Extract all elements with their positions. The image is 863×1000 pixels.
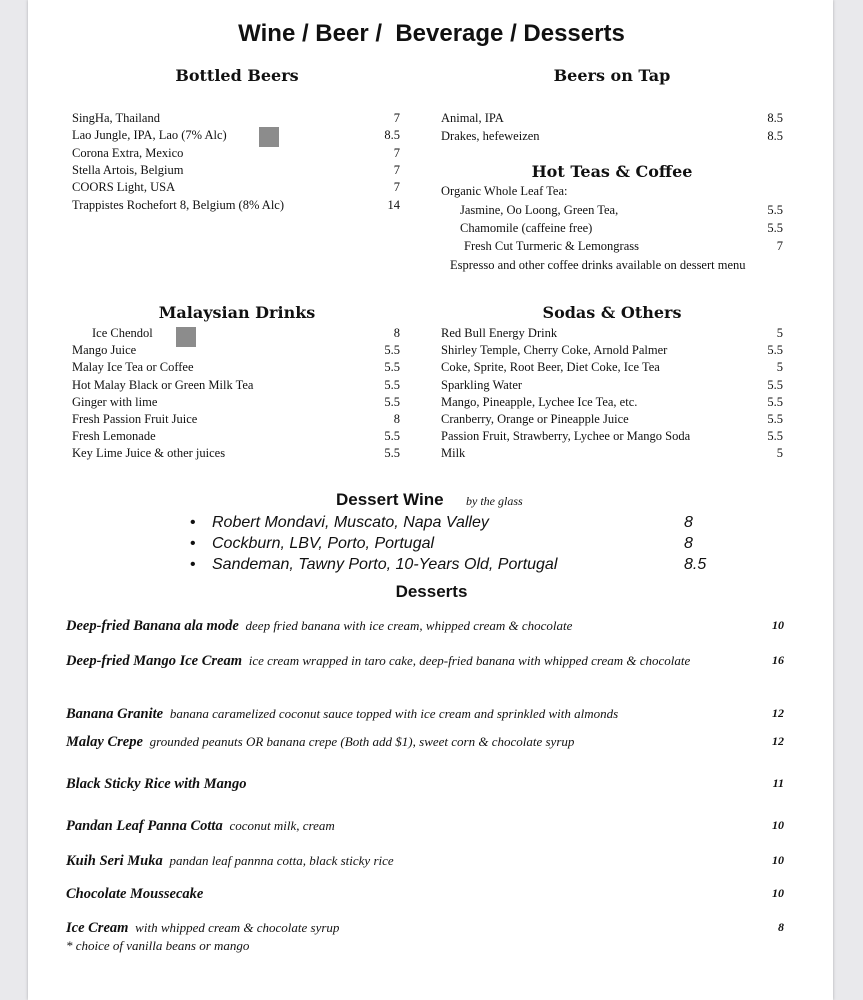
menu-item-row <box>441 394 783 411</box>
sodas-heading: Sodas & Others <box>542 303 682 322</box>
menu-item-row <box>72 325 400 342</box>
item-name: Animal, IPA <box>441 111 504 125</box>
tea-intro: Organic Whole Leaf Tea: <box>441 184 568 198</box>
item-price: 8.5 <box>767 129 783 143</box>
dessert-price: 10 <box>772 818 784 832</box>
menu-item-row <box>441 110 783 127</box>
dessert-price: 10 <box>772 853 784 867</box>
hot-teas-heading: Hot Teas & Coffee <box>531 162 693 181</box>
item-name: Fresh Passion Fruit Juice <box>72 412 198 426</box>
menu-item-row <box>72 127 400 144</box>
wine-price: 8 <box>684 535 693 552</box>
item-name: Fresh Lemonade <box>72 429 156 444</box>
menu-item-row <box>441 377 783 394</box>
item-price: 8 <box>393 326 400 340</box>
bullet: • <box>190 514 196 531</box>
menu-item-row <box>72 359 400 376</box>
dessert-description: deep fried banana with ice cream, whipped cream & chocolate <box>245 618 573 633</box>
item-price: 5.5 <box>767 394 783 409</box>
menu-item-row <box>72 197 400 214</box>
dessert-wine-subheading: by the glass <box>466 494 523 508</box>
item-price: 7 <box>776 239 783 253</box>
menu-item-row <box>72 411 400 428</box>
menu-item-row <box>441 202 783 219</box>
item-price: 7 <box>393 162 400 177</box>
bottled-beers-heading: Bottled Beers <box>175 66 299 85</box>
item-name: Cranberry, Orange or Pineapple Juice <box>441 412 629 426</box>
item-price: 5.5 <box>767 343 783 358</box>
item-price: 5 <box>776 360 783 375</box>
dessert-description: with whipped cream & chocolate syrup <box>135 920 340 935</box>
item-name: Red Bull Energy Drink <box>441 326 558 340</box>
item-price: 5.5 <box>767 377 783 392</box>
item-name: Ice Chendol <box>92 326 153 340</box>
menu-item-row <box>441 428 783 445</box>
item-price: 8.5 <box>384 128 400 143</box>
item-price: 5 <box>776 326 783 340</box>
menu-item-row <box>72 445 400 462</box>
bullet: • <box>190 556 196 573</box>
dessert-description: pandan leaf pannna cotta, black sticky rice <box>169 853 394 868</box>
beers-on-tap-heading: Beers on Tap <box>553 66 671 85</box>
dessert-name: Kuih Seri Muka <box>66 853 163 869</box>
item-price: 5.5 <box>384 446 400 461</box>
menu-item-row <box>441 128 783 145</box>
desserts-heading: Desserts <box>395 582 468 601</box>
dessert-name: Deep-fried Banana ala mode <box>66 618 239 634</box>
menu-item-row <box>72 394 400 411</box>
dessert-name: Chocolate Moussecake <box>66 886 204 902</box>
wine-name: Cockburn, LBV, Porto, Portugal <box>212 535 435 552</box>
item-price: 7 <box>393 145 400 160</box>
menu-item-row <box>441 325 783 342</box>
dessert-item <box>66 852 786 870</box>
item-name: Passion Fruit, Strawberry, Lychee or Mango Soda <box>441 429 691 444</box>
dessert-item <box>66 885 786 903</box>
item-name: Drakes, hefeweizen <box>441 129 540 143</box>
dessert-item <box>66 652 786 670</box>
item-name: Stella Artois, Belgium <box>72 162 184 177</box>
wine-item-row <box>190 512 720 533</box>
dessert-price: 11 <box>772 776 784 790</box>
menu-item-row <box>441 220 783 237</box>
item-name: Mango, Pineapple, Lychee Ice Tea, etc. <box>441 394 638 409</box>
menu-item-row <box>72 110 400 127</box>
item-price: 8 <box>393 412 400 426</box>
item-price: 5.5 <box>384 394 400 409</box>
dessert-description: coconut milk, cream <box>229 818 335 833</box>
item-price: 8.5 <box>767 111 783 125</box>
item-name: Hot Malay Black or Green Milk Tea <box>72 377 254 392</box>
menu-item-row <box>441 342 783 359</box>
dessert-item <box>66 775 786 793</box>
dessert-description: banana caramelized coconut sauce topped with ice cream and sprinkled with almonds <box>169 706 619 721</box>
dessert-name: Pandan Leaf Panna Cotta <box>66 818 223 834</box>
item-name: Key Lime Juice & other juices <box>72 446 226 461</box>
item-name: Jasmine, Oo Loong, Green Tea, <box>460 203 619 217</box>
dessert-name: Black Sticky Rice with Mango <box>66 776 247 792</box>
item-price: 5.5 <box>384 343 400 358</box>
item-price: 7 <box>393 111 400 125</box>
menu-item-row <box>72 145 400 162</box>
menu-item-row <box>441 238 783 255</box>
dessert-price: 12 <box>772 734 784 748</box>
item-price: 5.5 <box>767 221 783 235</box>
dessert-name: Banana Granite <box>66 706 164 722</box>
item-name: COORS Light, USA <box>72 180 176 195</box>
item-price: 5.5 <box>384 360 400 375</box>
dessert-description: ice cream wrapped in taro cake, deep-fried banana with whipped cream & chocolate <box>248 653 691 668</box>
dessert-price: 8 <box>778 920 784 934</box>
color-swatch <box>259 127 279 147</box>
item-price: 5 <box>776 446 783 461</box>
item-name: Milk <box>441 446 466 461</box>
wine-item-row <box>190 533 720 554</box>
dessert-price: 12 <box>772 706 784 720</box>
dessert-price: 16 <box>772 653 784 667</box>
dessert-item <box>66 919 786 954</box>
menu-item-row <box>72 377 400 394</box>
item-name: Mango Juice <box>72 343 137 358</box>
item-name: SingHa, Thailand <box>72 111 160 125</box>
menu-title: Wine / Beer / Beverage / Desserts <box>238 20 625 47</box>
menu-item-row <box>72 342 400 359</box>
item-name: Fresh Cut Turmeric & Lemongrass <box>464 239 639 253</box>
wine-name: Robert Mondavi, Muscato, Napa Valley <box>212 514 489 531</box>
wine-price: 8.5 <box>684 556 707 573</box>
item-name: Ginger with lime <box>72 394 158 409</box>
item-price: 5.5 <box>767 429 783 444</box>
color-swatch <box>176 327 196 347</box>
dessert-note: * choice of vanilla beans or mango <box>66 938 250 953</box>
malaysian-drinks-heading: Malaysian Drinks <box>158 303 316 322</box>
dessert-description: grounded peanuts OR banana crepe (Both add $1), sweet corn & chocolate syrup <box>149 734 575 749</box>
item-name: Malay Ice Tea or Coffee <box>72 360 194 375</box>
item-name: Corona Extra, Mexico <box>72 145 184 160</box>
item-price: 5.5 <box>384 429 400 444</box>
dessert-item <box>66 817 786 835</box>
dessert-price: 10 <box>772 886 784 900</box>
dessert-item <box>66 617 786 635</box>
item-name: Sparkling Water <box>441 377 523 392</box>
dessert-price: 10 <box>772 618 784 632</box>
menu-item-row <box>441 411 783 428</box>
item-name: Coke, Sprite, Root Beer, Diet Coke, Ice Tea <box>441 360 660 375</box>
item-price: 5.5 <box>384 377 400 392</box>
item-price: 14 <box>387 197 400 212</box>
coffee-note: Espresso and other coffee drinks available on dessert menu <box>450 258 746 272</box>
item-name: Shirley Temple, Cherry Coke, Arnold Palmer <box>441 343 668 358</box>
dessert-name: Ice Cream <box>66 920 129 936</box>
menu-item-row <box>72 162 400 179</box>
dessert-name: Malay Crepe <box>66 734 143 750</box>
dessert-wine-heading: Dessert Wine <box>336 490 444 509</box>
menu-item-row <box>441 359 783 376</box>
item-name: Chamomile (caffeine free) <box>460 221 593 235</box>
item-name: Lao Jungle, IPA, Lao (7% Alc) <box>72 128 227 143</box>
item-price: 5.5 <box>767 412 783 426</box>
dessert-item <box>66 733 786 751</box>
menu-item-row <box>441 445 783 462</box>
bullet: • <box>190 535 196 552</box>
wine-name: Sandeman, Tawny Porto, 10-Years Old, Portugal <box>212 556 558 573</box>
item-name: Trappistes Rochefort 8, Belgium (8% Alc) <box>72 197 285 212</box>
dessert-name: Deep-fried Mango Ice Cream <box>66 653 242 669</box>
item-price: 7 <box>393 180 400 195</box>
menu-item-row <box>72 179 400 196</box>
dessert-item <box>66 705 786 723</box>
menu-item-row <box>72 428 400 445</box>
item-price: 5.5 <box>767 203 783 217</box>
wine-price: 8 <box>684 514 693 531</box>
wine-item-row <box>190 554 720 575</box>
